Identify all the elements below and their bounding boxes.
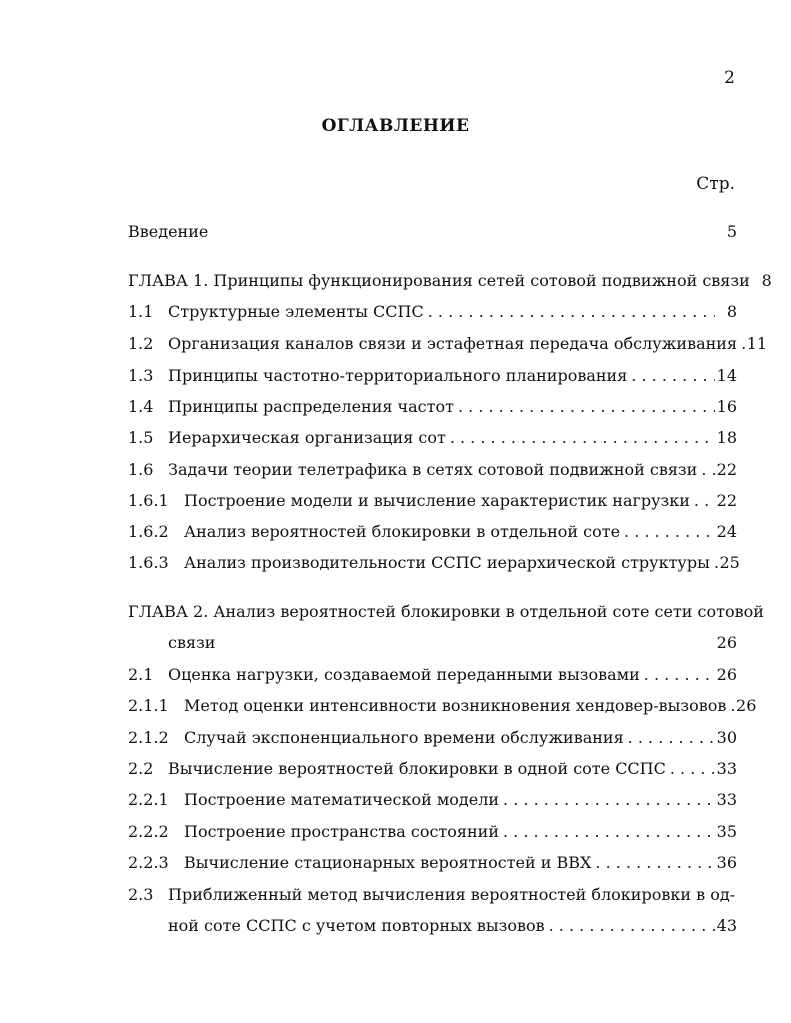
toc-entry-page: 16 xyxy=(716,397,737,416)
toc-entry-number: 2.1.2 xyxy=(128,728,169,747)
toc-entry-number: 2.3 xyxy=(128,885,154,904)
toc-entry-text: Построение математической модели xyxy=(184,790,500,809)
dot-leader xyxy=(690,491,715,510)
dot-leader xyxy=(499,790,715,809)
toc-entry-page: 33 xyxy=(716,790,737,809)
toc-entry-page: 33 xyxy=(716,759,737,778)
toc-entry-number: 1.5 xyxy=(128,428,154,447)
toc-entry-2-2-3[interactable] xyxy=(128,853,737,872)
dot-leader xyxy=(697,460,715,479)
toc-entry-2-1-1[interactable] xyxy=(128,696,757,715)
toc-entry-1-6[interactable] xyxy=(128,460,737,479)
toc-entry-text: ной соте ССПС с учетом повторных вызовов xyxy=(168,916,545,935)
dot-leader xyxy=(710,553,718,572)
dot-leader xyxy=(591,853,715,872)
toc-chapter-1[interactable] xyxy=(128,271,772,290)
dot-leader xyxy=(424,302,715,321)
toc-entry-text: Принципы распределения частот xyxy=(168,397,454,416)
toc-entry-text: Метод оценки интенсивности возникновения хендовер-вызовов xyxy=(184,696,727,715)
dot-leader xyxy=(446,428,715,447)
toc-entry-2-1-2[interactable] xyxy=(128,728,737,747)
toc-entry-1-3[interactable] xyxy=(128,366,737,385)
toc-entry-1-2[interactable] xyxy=(128,334,768,353)
toc-entry-text: Приближенный метод вычисления вероятностей блокировки в од- xyxy=(168,885,736,904)
toc-entry-1-6-1[interactable] xyxy=(128,491,737,510)
toc-entry-intro[interactable] xyxy=(128,222,737,241)
toc-entry-2-2[interactable] xyxy=(128,759,737,778)
toc-entry-text: Иерархическая организация сот xyxy=(168,428,446,447)
toc-entry-number: 2.1 xyxy=(128,665,154,684)
dot-leader xyxy=(545,916,715,935)
toc-entry-text: Организация каналов связи и эстафетная передача обслуживания xyxy=(168,334,738,353)
toc-chapter-title: ГЛАВА 2. Анализ вероятностей блокировки в отдельной соте сети сотовой xyxy=(128,602,764,621)
toc-entry-number: 1.6 xyxy=(128,460,154,479)
toc-entry-1-1[interactable] xyxy=(128,302,737,321)
toc-entry-page: 8 xyxy=(761,271,772,290)
toc-chapter-title: связи xyxy=(168,633,216,652)
toc-entry-text: Построение модели и вычисление характеристик нагрузки xyxy=(184,491,690,510)
toc-entry-text: Принципы частотно-территориального планирования xyxy=(168,366,628,385)
toc-entry-page: 18 xyxy=(716,428,737,447)
dot-leader xyxy=(737,334,745,353)
dot-leader xyxy=(627,366,715,385)
toc-entry-text: Структурные элементы ССПС xyxy=(168,302,424,321)
toc-entry-text: Оценка нагрузки, создаваемой переданными вызовами xyxy=(168,665,640,684)
toc-entry-1-4[interactable] xyxy=(128,397,737,416)
toc-entry-text: Задачи теории телетрафика в сетях сотовой подвижной связи xyxy=(168,460,698,479)
toc-entry-page: 22 xyxy=(716,491,737,510)
page-number: 2 xyxy=(724,68,735,88)
toc-entry-number: 1.6.2 xyxy=(128,522,169,541)
toc-entry-number: 1.6.1 xyxy=(128,491,169,510)
toc-chapter-2-cont[interactable] xyxy=(168,633,737,652)
toc-entry-page: 26 xyxy=(716,665,737,684)
toc-entry-page: 11 xyxy=(746,334,768,353)
dot-leader xyxy=(624,728,715,747)
toc-chapter-2[interactable] xyxy=(128,602,764,621)
toc-entry-2-1[interactable] xyxy=(128,665,737,684)
dot-leader xyxy=(499,822,715,841)
toc-entry-number: 2.2.2 xyxy=(128,822,169,841)
toc-entry-page: 22 xyxy=(716,460,737,479)
toc-entry-number: 2.1.1 xyxy=(128,696,169,715)
toc-entry-1-6-2[interactable] xyxy=(128,522,737,541)
toc-entry-text: Введение xyxy=(128,222,209,241)
toc-entry-page: 24 xyxy=(716,522,737,541)
toc-entry-page: 14 xyxy=(716,366,737,385)
toc-entry-text: Случай экспоненциального времени обслуживания xyxy=(184,728,624,747)
toc-entry-number: 1.4 xyxy=(128,397,154,416)
toc-entry-page: 35 xyxy=(716,822,737,841)
toc-entry-text: Вычисление вероятностей блокировки в одной соте ССПС xyxy=(168,759,666,778)
toc-entry-number: 1.1 xyxy=(128,302,154,321)
toc-entry-page: 43 xyxy=(716,916,737,935)
toc-chapter-title: ГЛАВА 1. Принципы функционирования сетей сотовой подвижной связи xyxy=(128,271,750,290)
toc-entry-2-3[interactable] xyxy=(128,885,737,904)
toc-entry-page: 5 xyxy=(726,222,737,241)
toc-entry-number: 1.2 xyxy=(128,334,154,353)
toc-entry-text: Построение пространства состояний xyxy=(184,822,499,841)
dot-leader xyxy=(620,522,715,541)
toc-entry-number: 1.3 xyxy=(128,366,154,385)
toc-entry-number: 2.2 xyxy=(128,759,154,778)
toc-entry-number: 1.6.3 xyxy=(128,553,169,572)
dot-leader xyxy=(640,665,715,684)
dot-leader xyxy=(454,397,715,416)
toc-entry-number: 2.2.1 xyxy=(128,790,169,809)
page-column-header: Стр. xyxy=(696,174,735,194)
toc-entry-page: 8 xyxy=(726,302,737,321)
toc-entry-text: Анализ вероятностей блокировки в отдельной соте xyxy=(184,522,621,541)
toc-entry-1-5[interactable] xyxy=(128,428,737,447)
toc-entry-text: Вычисление стационарных вероятностей и ВВХ xyxy=(184,853,592,872)
toc-entry-2-3-cont[interactable] xyxy=(168,916,737,935)
toc-entry-page: 25 xyxy=(719,553,740,572)
toc-entry-text: Анализ производительности ССПС иерархической структуры xyxy=(184,553,710,572)
toc-entry-2-2-2[interactable] xyxy=(128,822,737,841)
toc-entry-1-6-3[interactable] xyxy=(128,553,740,572)
dot-leader xyxy=(726,696,734,715)
toc-entry-2-2-1[interactable] xyxy=(128,790,737,809)
toc-entry-page: 30 xyxy=(716,728,737,747)
toc-entry-number: 2.2.3 xyxy=(128,853,169,872)
toc-entry-page: 26 xyxy=(716,633,737,652)
toc-entry-page: 26 xyxy=(736,696,757,715)
page-title: ОГЛАВЛЕНИЕ xyxy=(321,116,470,136)
dot-leader xyxy=(666,759,715,778)
toc-entry-page: 36 xyxy=(716,853,737,872)
